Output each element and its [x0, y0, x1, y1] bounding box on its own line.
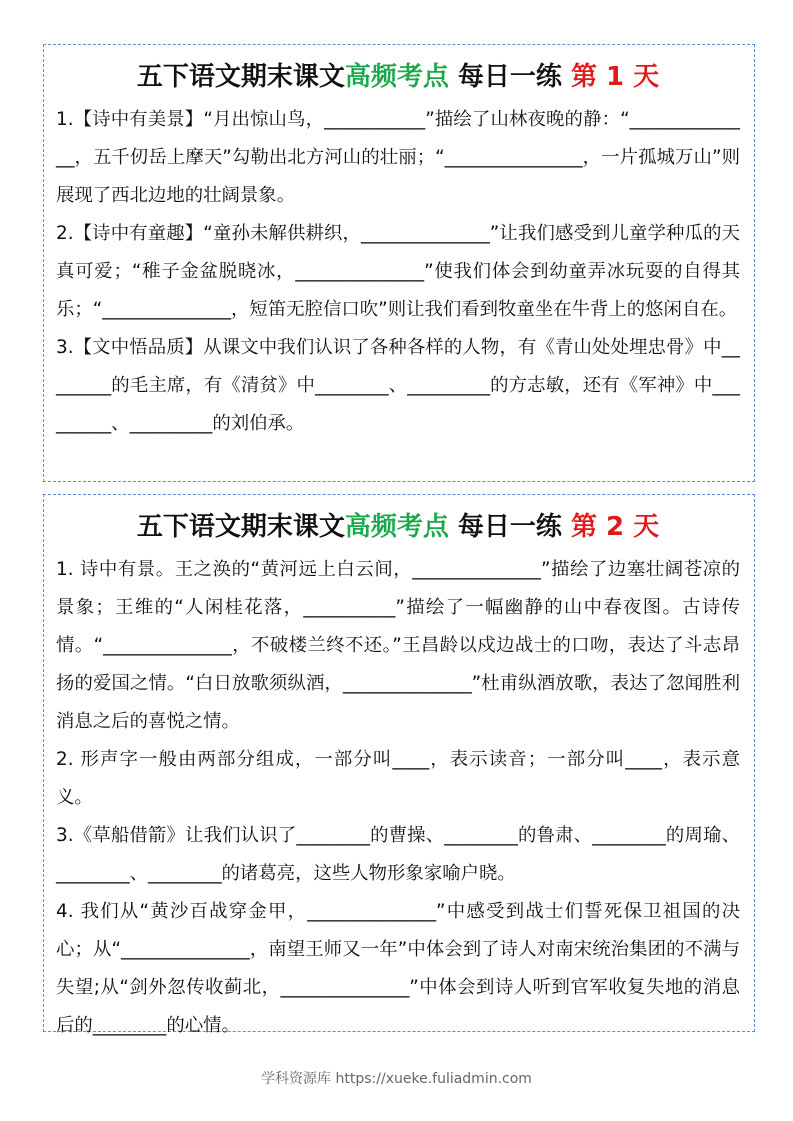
practice-card-day-1 [43, 44, 755, 482]
title-daily: 每日一练 [448, 62, 571, 92]
card-title [56, 505, 740, 549]
question-2: 2.【诗中有童趣】“童孙未解供耕织，______________”让我们感受到儿童学种瓜的天真可爱；“稚子金盆脱晓冰，______________”使我们体会到幼童弄冰玩耍的自得其乐；“______________，短笛无腔信口吹”则让我们看到牧童坐在牛背上的悠闲自在。 [56, 223, 740, 320]
title-daily: 每日一练 [448, 512, 571, 542]
question-4: 4. 我们从“黄沙百战穿金甲，______________”中感受到战士们誓死保卫祖国的决心；从“______________，南望王师又一年”中体会到了诗人对南宋统治集团的不满与失望;从“剑外忽传收蓟北，______________”中体会到诗人听到官军收复失地的消息后的________的心情。 [56, 901, 740, 1036]
question-3: 3.《草船借箭》让我们认识了________的曹操、________的鲁肃、________的周瑜、________、________的诸葛亮，这些人物形象家喻户晓。 [56, 825, 740, 884]
title-highlight: 高频考点 [344, 62, 449, 92]
title-subject: 五下语文期末课文 [136, 62, 345, 92]
footer-source-link[interactable]: 学科资源库 https://xueke.fuliadmin.com [261, 1071, 532, 1087]
question-3: 3.【文中悟品质】从课文中我们认识了各种各样的人物，有《青山处处埋忠骨》中________的毛主席，有《清贫》中________、_________的方志敏，还有《军神》中_________、_________的刘伯承。 [56, 337, 740, 434]
practice-card-day-2 [43, 494, 755, 1036]
title-subject: 五下语文期末课文 [136, 512, 345, 542]
card-title [56, 55, 740, 99]
question-1: 1. 诗中有景。王之涣的“黄河远上白云间，______________”描绘了边塞壮阔苍凉的景象；王维的“人闲桂花落，__________”描绘了一幅幽静的山中春夜图。古诗传情。“______________，不破楼兰终不还。”王昌龄以戍边战士的口吻，表达了斗志昂扬的爱国之情。“白日放歌须纵酒，______________”杜甫纵酒放歌，表达了忽闻胜利消息之后的喜悦之情。 [56, 559, 740, 732]
title-day-number: 第 2 天 [570, 512, 660, 542]
title-day-number: 第 1 天 [570, 62, 660, 92]
title-highlight: 高频考点 [344, 512, 449, 542]
question-2: 2. 形声字一般由两部分组成，一部分叫____，表示读音；一部分叫____，表示意义。 [56, 749, 740, 808]
question-1: 1.【诗中有美景】“月出惊山鸟，___________”描绘了山林夜晚的静：“______________，五千仞岳上摩天”勾勒出北方河山的壮丽；“_______________，一片孤城万山”则展现了西北边地的壮阔景象。 [56, 109, 740, 206]
